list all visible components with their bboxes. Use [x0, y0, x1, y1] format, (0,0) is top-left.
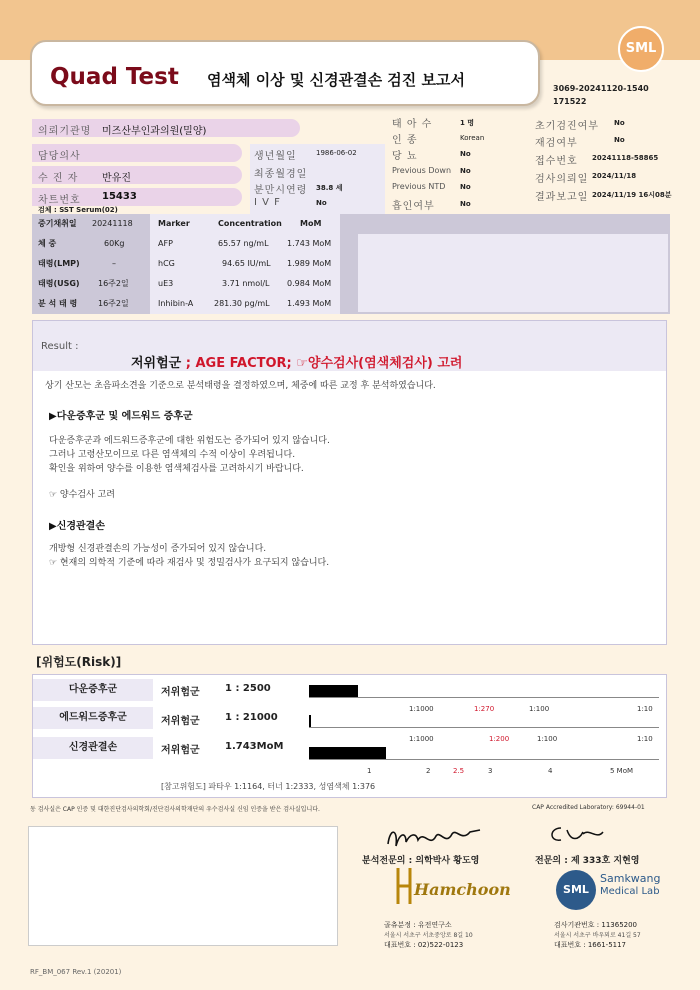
- row-val-collect: 20241118: [92, 219, 133, 228]
- risk-axis-edwards: [309, 727, 659, 728]
- samkwang-brand-2: Medical Lab: [600, 886, 660, 897]
- lab-a-line-1: 골츄분정 : 유전연구소: [384, 921, 452, 929]
- marker-table-inner: [358, 234, 668, 312]
- risk-bar-edwards: [309, 715, 311, 727]
- section-down-edwards: ▶다운증후군 및 에드워드 증후군: [49, 411, 193, 422]
- risk-group-down: 저위험군: [161, 687, 200, 698]
- lab-a-line-3: 대표번호 : 02)522-0123: [384, 941, 464, 949]
- hamchoon-mark: [392, 866, 416, 906]
- accession-value: 20241118-58865: [592, 154, 659, 162]
- ivf-value: No: [316, 199, 327, 207]
- scale2-tick-3: 1:100: [537, 735, 558, 743]
- smoke-value: No: [460, 200, 471, 208]
- risk-title: [위험도(Risk)]: [36, 655, 122, 669]
- result-headline: [131, 352, 462, 371]
- mom-hcg: 1.989 MoM: [287, 259, 332, 268]
- col-mom: MoM: [300, 219, 322, 228]
- report-date-value: 2024/11/19 16시08분: [592, 191, 672, 199]
- lab-a-line-2: 서울시 서초구 서초중앙로 8길 10: [384, 932, 473, 939]
- mom-inhibin: 1.493 MoM: [287, 299, 332, 308]
- row-val-usg: 16주2일: [98, 279, 129, 288]
- scale3-tick-2: 2: [426, 767, 431, 775]
- scale3-tick-5: 4: [548, 767, 553, 775]
- row-val-analysis: 16주2일: [98, 299, 129, 308]
- risk-label-ntd: 신경관결손: [33, 737, 153, 759]
- result-panel: [32, 320, 667, 645]
- conc-afp: 65.57 ng/mL: [218, 239, 269, 248]
- marker-hcg: hCG: [158, 259, 175, 268]
- result-line-8: 개방형 신경관결손의 가능성이 증가되어 있지 않습니다.: [49, 544, 267, 554]
- cap-number: CAP Accredited Laboratory: 69944-01: [532, 804, 645, 811]
- scale3-tick-1: 1: [367, 767, 372, 775]
- request-value: 2024/11/18: [592, 172, 637, 180]
- signature-b-title: 전문의 : 제 333호 지현영: [535, 856, 640, 866]
- title-box: [30, 40, 540, 106]
- scale1-tick-4: 1:10: [637, 705, 653, 713]
- name-value: 반유진: [102, 173, 131, 184]
- age-label: 분만시연령: [254, 185, 308, 196]
- conc-inhibin: 281.30 pg/mL: [214, 299, 270, 308]
- report-date-label: 결과보고일: [535, 192, 589, 203]
- accession-label: 접수번호: [535, 156, 578, 167]
- dm-label: 당 뇨: [392, 151, 418, 162]
- fetus-label: 태 아 수: [392, 119, 433, 130]
- result-group: 저위험군: [131, 356, 182, 371]
- prev-down-value: No: [460, 167, 471, 175]
- scale1-tick-2: 1:270: [474, 705, 495, 713]
- samkwang-logo-mark: SML: [556, 870, 596, 910]
- dm-value: No: [460, 150, 471, 158]
- marker-ue3: uE3: [158, 279, 174, 288]
- col-marker: Marker: [158, 219, 190, 228]
- result-line-9: ☞ 현재의 의학적 기준에 따라 재검사 및 정밀검사가 요구되지 않습니다.: [49, 558, 330, 568]
- hospital-label: 의뢰기관명: [38, 126, 92, 137]
- marker-inhibin: Inhibin-A: [158, 299, 194, 308]
- ivf-label: I V F: [254, 197, 281, 208]
- mom-ue3: 0.984 MoM: [287, 279, 332, 288]
- lmp-label: 최종월경일: [254, 169, 308, 180]
- mom-afp: 1.743 MoM: [287, 239, 332, 248]
- result-recommendation: ; AGE FACTOR; ☞양수검사(염색체검사) 고려: [181, 356, 463, 371]
- scale1-tick-3: 1:100: [529, 705, 550, 713]
- report-number-2: 171522: [553, 97, 587, 106]
- risk-value-edwards: 1 : 21000: [225, 712, 278, 723]
- report-number: 3069-20241120-1540: [553, 84, 649, 93]
- form-code: RF_BM_067 Rev.1 (20201): [30, 968, 122, 976]
- reference-risk: [참고위험도] 파타우 1:1164, 터너 1:2333, 성염색체 1:376: [161, 782, 376, 791]
- name-label: 수 진 자: [38, 173, 79, 184]
- request-label: 검사의뢰일: [535, 174, 589, 185]
- conc-ue3: 3.71 nmol/L: [222, 279, 270, 288]
- scale2-tick-4: 1:10: [637, 735, 653, 743]
- scale3-tick-6: 5 MoM: [610, 767, 634, 775]
- dob-label: 생년월일: [254, 151, 297, 162]
- result-line-1: 상기 산모는 초음파소견을 기준으로 분석태령을 결정하였으며, 체중에 따른 교정 후 분석하였습니다.: [45, 381, 436, 391]
- risk-group-edwards: 저위험군: [161, 716, 200, 727]
- retest-value: No: [614, 136, 625, 144]
- scale2-tick-1: 1:1000: [409, 735, 434, 743]
- result-line-4: 그러나 고령산모이므로 다른 염색체의 수적 이상이 우려됩니다.: [49, 450, 296, 460]
- sml-logo: SML: [618, 26, 664, 72]
- row-label-collect: 중기채취일: [38, 219, 77, 228]
- risk-value-down: 1 : 2500: [225, 683, 271, 694]
- first-label: 초기검진여부: [535, 121, 599, 132]
- col-concentration: Concentration: [218, 219, 282, 228]
- first-value: No: [614, 119, 625, 127]
- age-value: 38.8 세: [316, 184, 343, 192]
- risk-axis-ntd: [309, 759, 659, 760]
- prev-ntd-label: Previous NTD: [392, 182, 446, 191]
- fetus-value: 1 명: [460, 119, 475, 127]
- risk-panel: [32, 674, 667, 798]
- hospital-value: 미즈산부인과의원(밀양): [102, 126, 207, 137]
- risk-bar-ntd: [309, 747, 386, 759]
- lab-b-line-3: 대표번호 : 1661-5117: [554, 941, 627, 949]
- row-val-weight: 60Kg: [104, 239, 125, 248]
- signature-a-title: 분석전문의 : 의학박사 황도영: [362, 856, 480, 866]
- lab-b-line-1: 검사기관번호 : 11365200: [554, 921, 638, 929]
- scale3-tick-4: 3: [488, 767, 493, 775]
- doctor-label: 담당의사: [38, 151, 81, 162]
- row-val-lmp: –: [112, 259, 116, 268]
- scale3-tick-3: 2.5: [453, 767, 465, 775]
- scale2-tick-2: 1:200: [489, 735, 510, 743]
- footer-blank-box: [28, 826, 338, 946]
- race-label: 인 종: [392, 135, 418, 146]
- row-label-usg: 태령(USG): [38, 279, 80, 288]
- risk-label-edwards: 에드워드증후군: [33, 707, 153, 729]
- risk-group-ntd: 저위험군: [161, 745, 200, 756]
- result-line-3: 다운증후군과 에드워드증후군에 대한 위험도는 증가되어 있지 않습니다.: [49, 436, 330, 446]
- section-ntd: ▶신경관결손: [49, 521, 105, 532]
- conc-hcg: 94.65 IU/mL: [222, 259, 271, 268]
- marker-afp: AFP: [158, 239, 173, 248]
- chart-label: 차트번호: [38, 195, 81, 206]
- risk-axis-down: [309, 697, 659, 698]
- race-value: Korean: [460, 134, 485, 142]
- row-label-analysis: 분 석 태 령: [38, 299, 78, 308]
- row-label-lmp: 태령(LMP): [38, 259, 80, 268]
- signature-a: [380, 822, 490, 854]
- report-subtitle: 염색체 이상 및 신경관결손 검진 보고서: [207, 71, 465, 89]
- chart-value: 15433: [102, 191, 137, 202]
- lab-b-line-2: 서울시 서초구 바우뫼로 41길 57: [554, 932, 641, 939]
- result-line-5: 확인을 위하여 양수를 이용한 염색체검사를 고려하시기 바랍니다.: [49, 464, 304, 474]
- prev-ntd-value: No: [460, 183, 471, 191]
- smoke-label: 흡인여부: [392, 201, 435, 212]
- risk-value-ntd: 1.743MoM: [225, 741, 284, 752]
- risk-label-down: 다운증후군: [33, 679, 153, 701]
- result-label: Result :: [41, 341, 79, 352]
- scale1-tick-1: 1:1000: [409, 705, 434, 713]
- signature-b: [545, 822, 605, 846]
- dob-value: 1986-06-02: [316, 149, 357, 157]
- row-label-weight: 체 중: [38, 239, 57, 248]
- report-title: Quad Test: [50, 64, 179, 90]
- hamchoon-logo: Hamchoon: [414, 880, 511, 899]
- accreditation-note: 동 검사실은 CAP 인증 및 대한진단검사의학회/진단검사의학재단의 우수검사실 신임 인증을 받은 검사실입니다.: [30, 806, 320, 813]
- risk-bar-down: [309, 685, 358, 697]
- retest-label: 재검여부: [535, 138, 578, 149]
- prev-down-label: Previous Down: [392, 166, 452, 175]
- result-line-6: ☞ 양수검사 고려: [49, 490, 115, 500]
- samkwang-brand-1: Samkwang: [600, 872, 661, 885]
- specimen: 검체 : SST Serum(02): [38, 206, 118, 214]
